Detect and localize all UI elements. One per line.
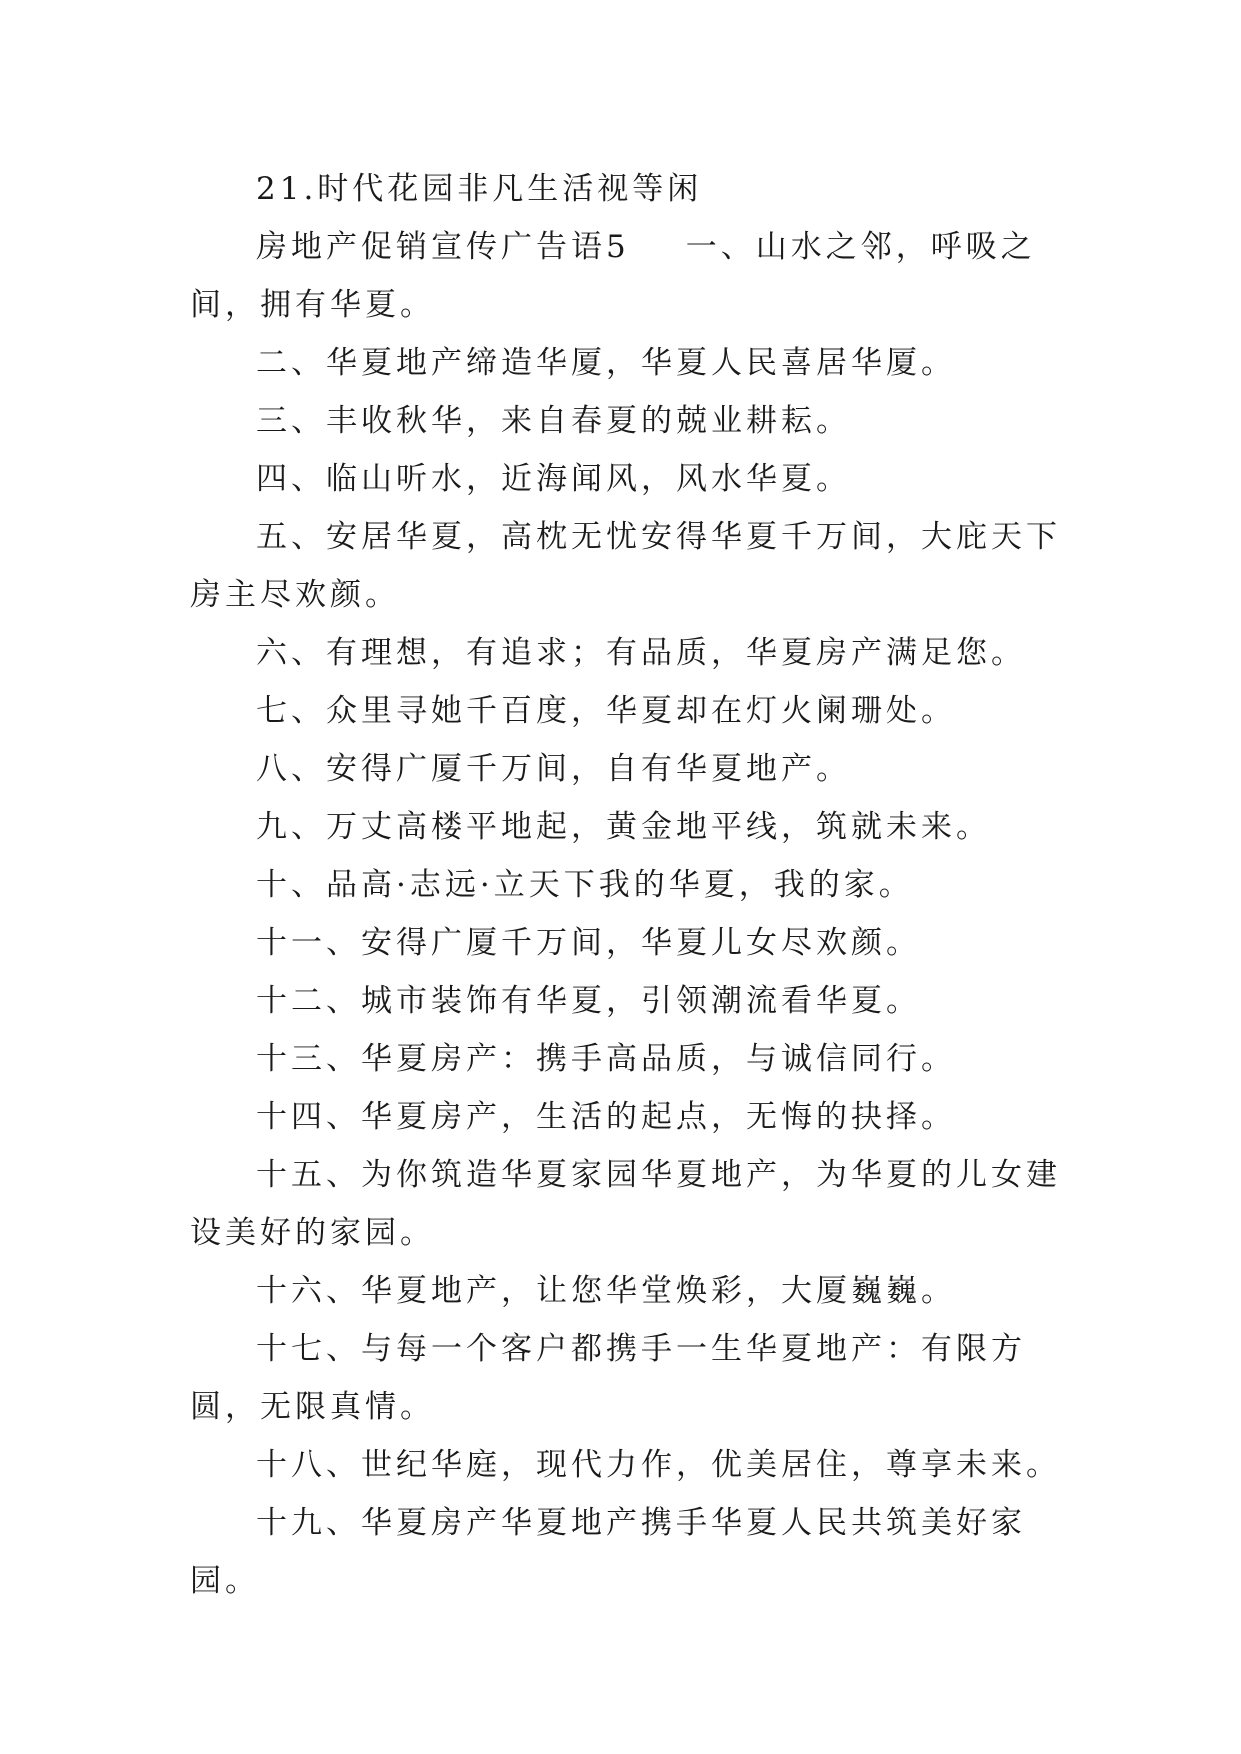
- paragraph-line: 十二、城市装饰有华夏，引领潮流看华夏。: [256, 983, 921, 1019]
- paragraph-line: 五、安居华夏，高枕无忧安得华夏千万间，大庇天下房主尽欢颜。: [190, 519, 1061, 613]
- paragraph-line: 八、安得广厦千万间，自有华夏地产。: [256, 751, 851, 787]
- paragraph-line: 十六、华夏地产，让您华堂焕彩，大厦巍巍。: [256, 1273, 956, 1309]
- paragraph-line: 十五、为你筑造华夏家园华夏地产，为华夏的儿女建设美好的家园。: [190, 1157, 1061, 1251]
- paragraph-line: 六、有理想，有追求；有品质，华夏房产满足您。: [256, 635, 1026, 671]
- paragraph-line: 十一、安得广厦千万间，华夏儿女尽欢颜。: [256, 925, 921, 961]
- paragraph-line: 七、众里寻她千百度，华夏却在灯火阑珊处。: [256, 693, 956, 729]
- paragraph-line: 十七、与每一个客户都携手一生华夏地产：有限方圆，无限真情。: [190, 1331, 1026, 1425]
- slogan-text: 一、山水之邻，呼吸之间，拥有华夏。: [190, 229, 1036, 323]
- paragraph-line: 四、临山听水，近海闻风，风水华夏。: [256, 461, 851, 497]
- paragraph-line: 十九、华夏房产华夏地产携手华夏人民共筑美好家园。: [190, 1505, 1026, 1599]
- paragraph-line: 21.时代花园非凡生活视等闲: [256, 171, 703, 207]
- paragraph-line: 十四、华夏房产，生活的起点，无悔的抉择。: [256, 1099, 956, 1135]
- paragraph-line: 十八、世纪华庭，现代力作，优美居住，尊享未来。: [256, 1447, 1061, 1483]
- document-body: [190, 160, 1070, 1610]
- section-heading: 房地产促销宣传广告语5: [256, 229, 630, 265]
- paragraph-line: 十、品高·志远·立天下我的华夏，我的家。: [256, 867, 914, 903]
- paragraph-line: 二、华夏地产缔造华厦，华夏人民喜居华厦。: [256, 345, 956, 381]
- paragraph-line: 三、丰收秋华，来自春夏的兢业耕耘。: [256, 403, 851, 439]
- paragraph-line: 十三、华夏房产：携手高品质，与诚信同行。: [256, 1041, 956, 1077]
- paragraph-line: [190, 218, 1070, 334]
- paragraph-line: 九、万丈高楼平地起，黄金地平线，筑就未来。: [256, 809, 991, 845]
